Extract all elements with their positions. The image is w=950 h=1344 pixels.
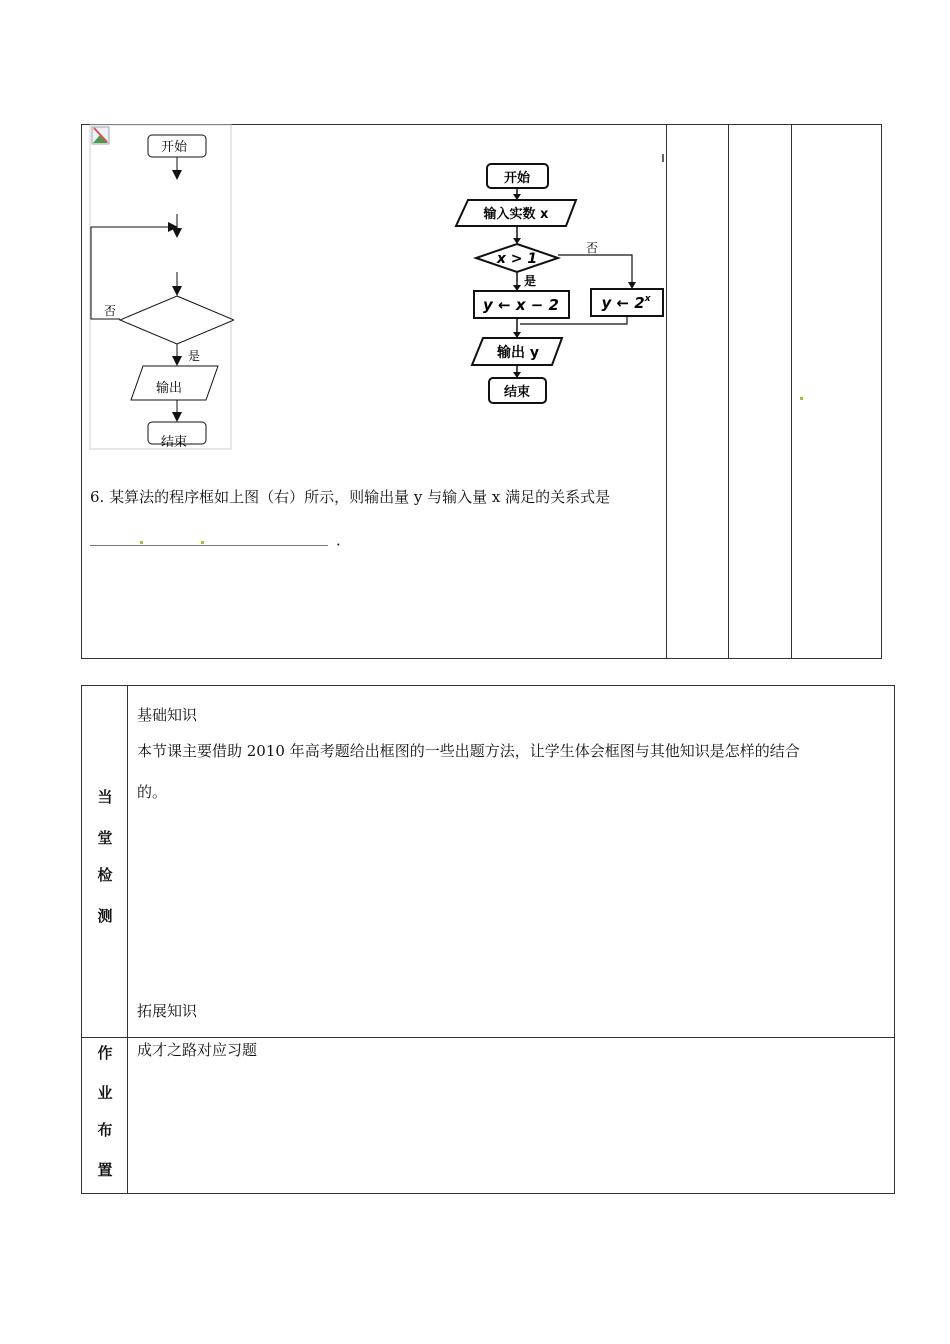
right-yes-label: 是 <box>524 274 537 288</box>
right-no-label: 否 <box>586 241 599 255</box>
section-homework-label-2: 业 <box>97 1084 113 1102</box>
broken-image-icon <box>92 127 109 144</box>
section-test-body-line2: 的。 <box>137 783 168 801</box>
right-no-branch-label: y ← 2$^x$ <box>601 294 651 312</box>
section-test-heading: 基础知识 <box>137 706 198 724</box>
left-end-label: 结束 <box>160 435 188 450</box>
accent-dot <box>140 541 143 544</box>
right-start-label: 开始 <box>503 171 531 186</box>
right-flowchart <box>448 154 666 410</box>
section-test-label-4: 测 <box>97 907 113 925</box>
left-start-label: 开始 <box>160 140 188 155</box>
section-homework-label-4: 置 <box>97 1161 113 1179</box>
section-homework-label-3: 布 <box>97 1121 113 1139</box>
accent-dot <box>201 541 204 544</box>
left-no-label: 否 <box>104 304 117 318</box>
right-end-label: 结束 <box>503 385 531 400</box>
answer-blank-period: ． <box>336 531 352 549</box>
section-test-extension: 拓展知识 <box>137 1002 198 1020</box>
left-decision-diamond <box>120 296 234 344</box>
right-no-branch-exponent: x <box>644 294 651 304</box>
section-homework-label-1: 作 <box>97 1044 113 1062</box>
left-yes-label: 是 <box>188 349 201 363</box>
question-text: 6. 某算法的程序框如上图（右）所示，则输出量 y 与输入量 x 满足的关系式是 <box>90 488 611 506</box>
accent-dot <box>800 397 803 400</box>
right-yes-branch-label: y ← x − 2 <box>483 296 559 314</box>
answer-blank-line[interactable] <box>90 545 328 546</box>
right-input-label: 输入实数 x <box>483 207 549 222</box>
right-condition-label: x > 1 <box>496 251 538 267</box>
section-test-label-2: 堂 <box>97 829 113 847</box>
section-test-label-3: 检 <box>97 866 113 884</box>
left-flowchart <box>88 124 234 452</box>
section-test-label-1: 当 <box>97 788 113 806</box>
left-output-label: 输出 <box>155 381 183 396</box>
right-output-label: 输出 y <box>497 345 539 361</box>
section-homework-content: 成才之路对应习题 <box>137 1041 258 1059</box>
section-test-body-line1: 本节课主要借助 2010 年高考题给出框图的一些出题方法，让学生体会框图与其他知识是怎样的结合 <box>137 742 800 760</box>
